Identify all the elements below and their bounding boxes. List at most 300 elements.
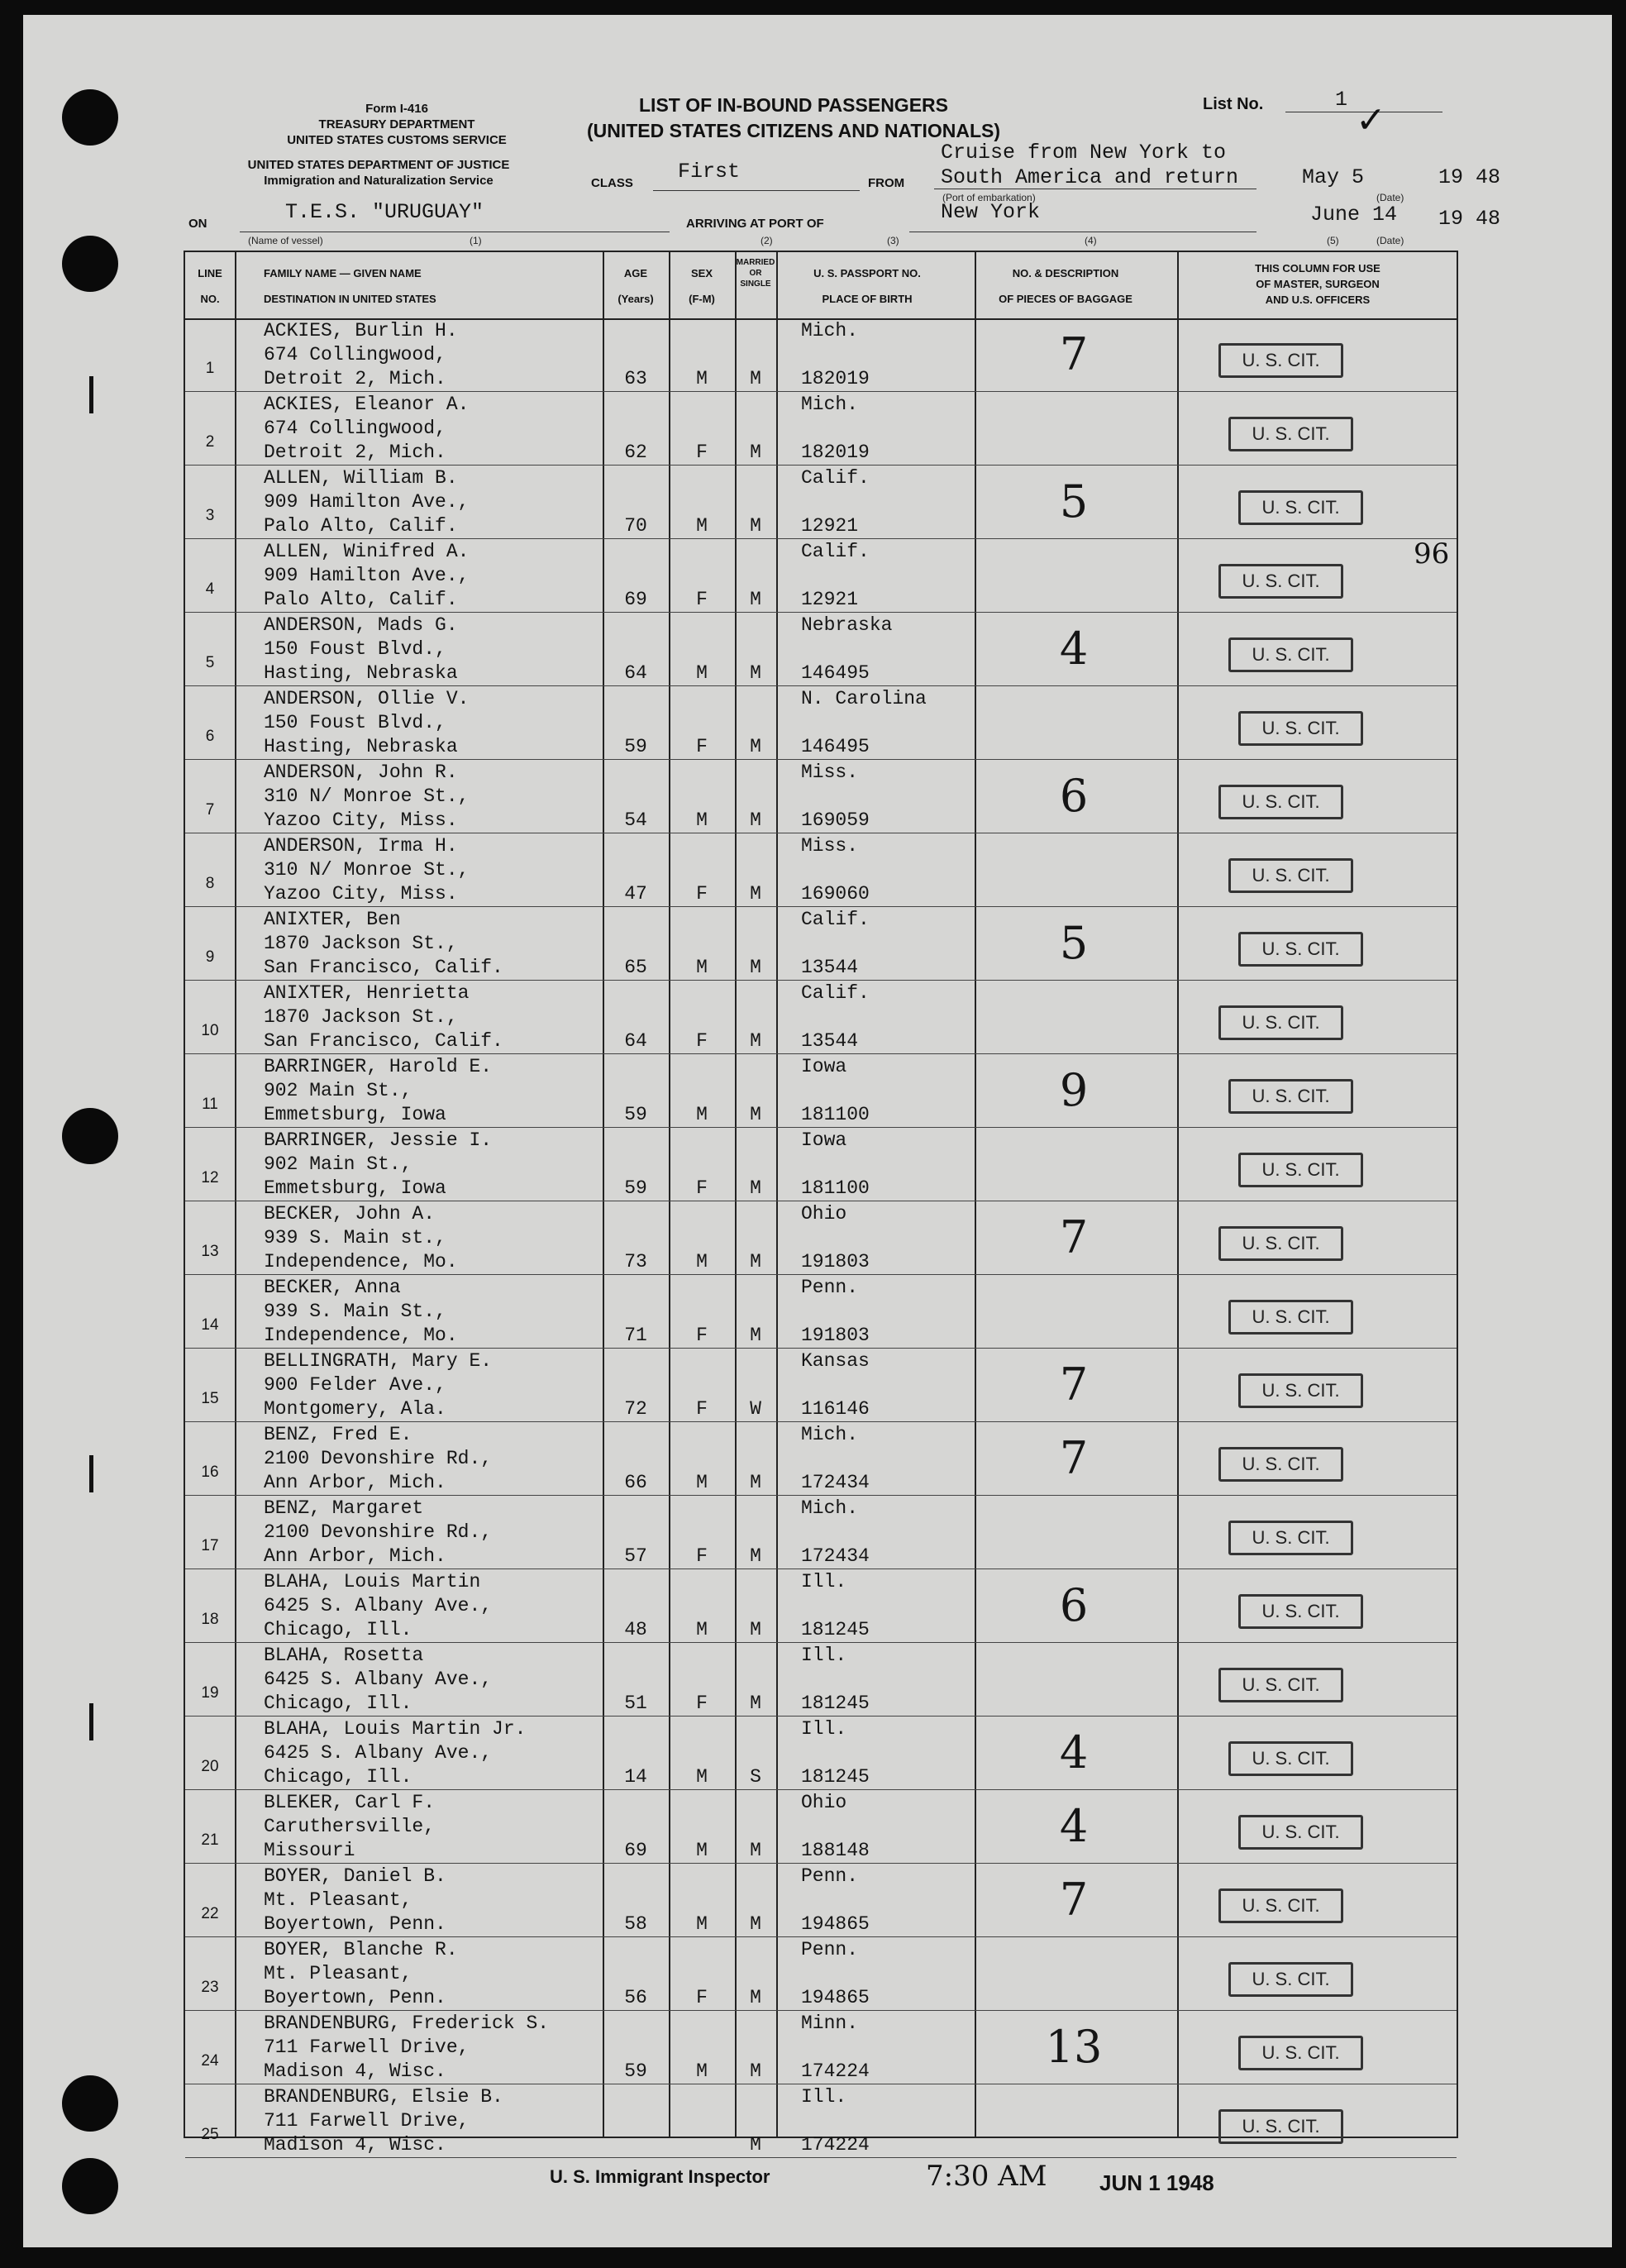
line-number: 7	[205, 801, 215, 819]
address-line-2: Missouri	[264, 1840, 355, 1861]
age-value: 72	[624, 1398, 647, 1420]
address-line-1: 1870 Jackson St.,	[264, 1006, 458, 1028]
line-number: 23	[201, 1979, 219, 1996]
age-value: 69	[624, 1840, 647, 1861]
place-of-birth: Calif.	[801, 982, 870, 1004]
check-mark: ✓	[1356, 99, 1386, 141]
address-line-1: 2100 Devonshire Rd.,	[264, 1521, 493, 1543]
marital-status: M	[750, 1104, 761, 1125]
passport-number: 188148	[801, 1840, 870, 1861]
sex-value: F	[696, 1398, 708, 1420]
place-of-birth: Calif.	[801, 467, 870, 489]
passenger-table	[184, 251, 1458, 2156]
table-row	[185, 1643, 1457, 1717]
table-row	[185, 2084, 1457, 2158]
baggage-count: 7	[1059, 1874, 1089, 1926]
address-line-1: 939 S. Main St.,	[264, 1301, 446, 1322]
passenger-name: BECKER, Anna	[264, 1277, 401, 1298]
passenger-name: BRANDENBURG, Frederick S.	[264, 2013, 550, 2034]
passport-number: 181245	[801, 1693, 870, 1714]
col-name: FAMILY NAME — GIVEN NAME DESTINATION IN UNITED STATES	[264, 267, 436, 305]
age-value: 14	[624, 1766, 647, 1788]
line-number: 6	[205, 728, 215, 745]
table-row	[185, 1128, 1457, 1201]
passport-number: 116146	[801, 1398, 870, 1420]
baggage-count: 5	[1059, 917, 1089, 969]
marital-status: M	[750, 1177, 761, 1199]
table-row	[185, 833, 1457, 907]
address-line-2: Yazoo City, Miss.	[264, 883, 458, 905]
passenger-name: BOYER, Blanche R.	[264, 1939, 458, 1960]
passenger-name: BLAHA, Louis Martin	[264, 1571, 481, 1592]
table-row	[185, 2011, 1457, 2084]
caption-2: (2)	[761, 235, 773, 246]
age-value: 62	[624, 442, 647, 463]
age-value: 70	[624, 515, 647, 537]
us-citizen-stamp: U. S. CIT.	[1238, 2036, 1363, 2070]
age-value: 69	[624, 589, 647, 610]
caption-3: (3)	[887, 235, 899, 246]
address-line-2: Emmetsburg, Iowa	[264, 1104, 446, 1125]
arriving-label: ARRIVING AT PORT OF	[686, 217, 824, 231]
address-line-2: Independence, Mo.	[264, 1325, 458, 1346]
table-row	[185, 686, 1457, 760]
place-of-birth: Mich.	[801, 1497, 859, 1519]
table-row	[185, 1717, 1457, 1790]
passport-number: 146495	[801, 736, 870, 757]
address-line-1: Mt. Pleasant,	[264, 1963, 412, 1984]
sex-value: M	[696, 1913, 708, 1935]
passport-number: 174224	[801, 2060, 870, 2082]
marital-status: M	[750, 809, 761, 831]
line-number: 8	[205, 875, 215, 892]
place-of-birth: Ill.	[801, 1571, 847, 1592]
passport-number: 13544	[801, 1030, 859, 1052]
sex-value: M	[696, 1104, 708, 1125]
place-of-birth: Ill.	[801, 1645, 847, 1666]
list-no-value: 1	[1335, 88, 1348, 112]
passenger-name: ANIXTER, Ben	[264, 909, 401, 930]
passenger-name: BELLINGRATH, Mary E.	[264, 1350, 493, 1372]
baggage-count: 7	[1059, 1211, 1089, 1263]
passenger-name: BECKER, John A.	[264, 1203, 436, 1225]
passport-number: 194865	[801, 1913, 870, 1935]
origin-line-2: South America and return	[941, 165, 1239, 189]
place-of-birth: Nebraska	[801, 614, 893, 636]
marital-status: M	[750, 957, 761, 978]
form-agency: UNITED STATES DEPARTMENT OF JUSTICE Immigration and Naturalization Service	[247, 158, 510, 188]
address-line-1: 310 N/ Monroe St.,	[264, 859, 470, 881]
passenger-name: ANDERSON, John R.	[264, 762, 458, 783]
line-number: 12	[201, 1169, 219, 1187]
place-of-birth: Penn.	[801, 1865, 859, 1887]
us-citizen-stamp: U. S. CIT.	[1238, 1594, 1363, 1629]
passport-number: 172434	[801, 1545, 870, 1567]
arrival-year: 19 48	[1438, 207, 1501, 231]
marital-status: M	[750, 442, 761, 463]
age-value: 48	[624, 1619, 647, 1640]
marital-status: M	[750, 736, 761, 757]
table-row	[185, 1422, 1457, 1496]
passport-number: 194865	[801, 1987, 870, 2008]
line-number: 5	[205, 654, 215, 671]
table-row	[185, 1201, 1457, 1275]
address-line-1: 150 Foust Blvd.,	[264, 638, 446, 660]
us-citizen-stamp: U. S. CIT.	[1238, 490, 1363, 525]
table-row	[185, 392, 1457, 466]
us-citizen-stamp: U. S. CIT.	[1218, 1668, 1343, 1702]
address-line-2: Detroit 2, Mich.	[264, 442, 446, 463]
caption-5: (5)	[1327, 235, 1339, 246]
marital-status: M	[750, 515, 761, 537]
us-citizen-stamp: U. S. CIT.	[1218, 2109, 1343, 2144]
address-line-2: Emmetsburg, Iowa	[264, 1177, 446, 1199]
sex-value: F	[696, 442, 708, 463]
margin-mark	[89, 376, 93, 413]
passenger-name: ACKIES, Burlin H.	[264, 320, 458, 341]
line-number: 18	[201, 1611, 219, 1628]
address-line-2: Yazoo City, Miss.	[264, 809, 458, 831]
arrival-port: New York	[941, 200, 1041, 224]
place-of-birth: Calif.	[801, 541, 870, 562]
col-age: AGE (Years)	[617, 267, 654, 305]
us-citizen-stamp: U. S. CIT.	[1228, 1521, 1353, 1555]
sex-value: F	[696, 589, 708, 610]
line-number: 11	[202, 1096, 218, 1113]
table-row	[185, 1864, 1457, 1937]
us-citizen-stamp: U. S. CIT.	[1238, 1815, 1363, 1850]
address-line-2: Boyertown, Penn.	[264, 1913, 446, 1935]
table-row	[185, 907, 1457, 981]
sex-value: M	[696, 515, 708, 537]
address-line-1: 909 Hamilton Ave.,	[264, 491, 470, 513]
on-label: ON	[188, 217, 207, 231]
margin-mark	[89, 1455, 93, 1492]
address-line-2: Ann Arbor, Mich.	[264, 1545, 446, 1567]
address-line-2: Ann Arbor, Mich.	[264, 1472, 446, 1493]
sex-value: M	[696, 1619, 708, 1640]
us-citizen-stamp: U. S. CIT.	[1228, 858, 1353, 893]
sex-value: M	[696, 809, 708, 831]
age-value: 63	[624, 368, 647, 389]
sex-value: F	[696, 1030, 708, 1052]
passport-number: 169060	[801, 883, 870, 905]
sex-value: M	[696, 1472, 708, 1493]
departure-year: 19 48	[1438, 165, 1501, 189]
place-of-birth: Penn.	[801, 1277, 859, 1298]
line-number: 3	[205, 507, 215, 524]
marital-status: M	[750, 1545, 761, 1567]
age-value: 73	[624, 1251, 647, 1272]
address-line-2: San Francisco, Calif.	[264, 957, 503, 978]
origin-line-1: Cruise from New York to	[941, 141, 1227, 165]
line-number: 4	[205, 580, 215, 598]
line-number: 2	[205, 433, 215, 451]
marital-status: M	[750, 1472, 761, 1493]
passenger-name: BLAHA, Rosetta	[264, 1645, 424, 1666]
passport-number: 181100	[801, 1104, 870, 1125]
margin-mark	[89, 1703, 93, 1740]
baggage-count: 5	[1059, 475, 1089, 528]
address-line-1: 711 Farwell Drive,	[264, 2110, 470, 2132]
list-no-label: List No.	[1203, 95, 1264, 113]
caption-4: (4)	[1085, 235, 1097, 246]
sex-value: M	[696, 368, 708, 389]
table-row	[185, 318, 1457, 392]
baggage-count: 7	[1059, 1432, 1089, 1484]
marital-status: M	[750, 1325, 761, 1346]
address-line-2: Palo Alto, Calif.	[264, 589, 458, 610]
table-row	[185, 981, 1457, 1054]
table-header	[185, 252, 1457, 320]
passenger-name: BOYER, Daniel B.	[264, 1865, 446, 1887]
col-line: LINE NO.	[198, 267, 222, 305]
us-citizen-stamp: U. S. CIT.	[1218, 785, 1343, 819]
vessel-name: T.E.S. "URUGUAY"	[285, 200, 484, 224]
address-line-2: Boyertown, Penn.	[264, 1987, 446, 2008]
passport-number: 12921	[801, 589, 859, 610]
address-line-1: Caruthersville,	[264, 1816, 436, 1837]
passenger-name: ANIXTER, Henrietta	[264, 982, 470, 1004]
address-line-2: Independence, Mo.	[264, 1251, 458, 1272]
address-line-2: Chicago, Ill.	[264, 1766, 412, 1788]
sex-value: F	[696, 1693, 708, 1714]
age-value: 51	[624, 1693, 647, 1714]
marital-status: M	[750, 368, 761, 389]
class-line	[653, 190, 860, 191]
marital-status: M	[750, 1251, 761, 1272]
place-of-birth: Miss.	[801, 762, 859, 783]
address-line-2: Montgomery, Ala.	[264, 1398, 446, 1420]
table-row	[185, 1790, 1457, 1864]
line-number: 19	[201, 1684, 219, 1702]
punch-hole	[62, 2158, 118, 2214]
place-of-birth: Ohio	[801, 1203, 847, 1225]
from-label: FROM	[868, 176, 905, 190]
table-row	[185, 613, 1457, 686]
passenger-name: BARRINGER, Jessie I.	[264, 1129, 493, 1151]
sex-value: M	[696, 1766, 708, 1788]
us-citizen-stamp: U. S. CIT.	[1218, 1226, 1343, 1261]
baggage-count: 4	[1059, 623, 1089, 675]
address-line-2: Detroit 2, Mich.	[264, 368, 446, 389]
passport-number: 181100	[801, 1177, 870, 1199]
us-citizen-stamp: U. S. CIT.	[1228, 417, 1353, 451]
line-number: 14	[201, 1316, 219, 1334]
address-line-2: Chicago, Ill.	[264, 1693, 412, 1714]
passport-number: 172434	[801, 1472, 870, 1493]
departure-date: May 5	[1302, 165, 1365, 189]
form-issuer: Form I-416 TREASURY DEPARTMENT UNITED STATES CUSTOMS SERVICE	[287, 102, 507, 147]
arrival-date-label: (Date)	[1376, 235, 1404, 246]
address-line-2: Madison 4, Wisc.	[264, 2134, 446, 2156]
place-of-birth: Mich.	[801, 1424, 859, 1445]
vessel-caption: (Name of vessel)	[248, 235, 323, 246]
sex-value: M	[696, 957, 708, 978]
us-citizen-stamp: U. S. CIT.	[1218, 343, 1343, 378]
line-number: 15	[201, 1390, 219, 1407]
address-line-1: 902 Main St.,	[264, 1153, 412, 1175]
col-married: MARRIED OR SINGLE	[736, 258, 775, 289]
age-value: 58	[624, 1913, 647, 1935]
line-number: 1	[205, 360, 215, 377]
place-of-birth: Kansas	[801, 1350, 870, 1372]
age-value: 65	[624, 957, 647, 978]
us-citizen-stamp: U. S. CIT.	[1218, 1888, 1343, 1923]
marital-status: M	[750, 1030, 761, 1052]
sex-value: M	[696, 1251, 708, 1272]
class-value: First	[678, 160, 741, 184]
age-value: 47	[624, 883, 647, 905]
passenger-name: ACKIES, Eleanor A.	[264, 394, 470, 415]
baggage-count: 6	[1059, 1579, 1089, 1631]
address-line-2: Chicago, Ill.	[264, 1619, 412, 1640]
address-line-1: Mt. Pleasant,	[264, 1889, 412, 1911]
form-title: LIST OF IN-BOUND PASSENGERS (UNITED STATES CITIZENS AND NATIONALS)	[586, 94, 1000, 141]
col-sex: SEX (F-M)	[689, 267, 715, 305]
us-citizen-stamp: U. S. CIT.	[1238, 932, 1363, 967]
sex-value: M	[696, 1840, 708, 1861]
place-of-birth: Iowa	[801, 1129, 847, 1151]
date-stamp: JUN 1 1948	[1099, 2170, 1214, 2195]
us-citizen-stamp: U. S. CIT.	[1228, 637, 1353, 672]
marital-status: M	[750, 1987, 761, 2008]
baggage-count: 4	[1059, 1726, 1089, 1779]
table-row	[185, 466, 1457, 539]
arrival-time: 7:30 AM	[926, 2160, 1047, 2193]
us-citizen-stamp: U. S. CIT.	[1218, 564, 1343, 599]
place-of-birth: Minn.	[801, 2013, 859, 2034]
col-officers: THIS COLUMN FOR USE OF MASTER, SURGEON AND U.S. OFFICERS	[1255, 262, 1380, 306]
table-row	[185, 1275, 1457, 1349]
marital-status: M	[750, 1840, 761, 1861]
sex-value: M	[696, 2060, 708, 2082]
passenger-name: BLAHA, Louis Martin Jr.	[264, 1718, 527, 1740]
baggage-count: 4	[1059, 1800, 1089, 1852]
sex-value: F	[696, 1325, 708, 1346]
address-line-2: Palo Alto, Calif.	[264, 515, 458, 537]
line-number: 21	[201, 1831, 219, 1849]
place-of-birth: Ohio	[801, 1792, 847, 1813]
marital-status: M	[750, 883, 761, 905]
marital-status: M	[750, 1913, 761, 1935]
table-row	[185, 539, 1457, 613]
place-of-birth: N. Carolina	[801, 688, 927, 709]
place-of-birth: Calif.	[801, 909, 870, 930]
age-value: 71	[624, 1325, 647, 1346]
passenger-name: ANDERSON, Ollie V.	[264, 688, 470, 709]
punch-hole	[62, 236, 118, 292]
table-row	[185, 1496, 1457, 1569]
address-line-1: 6425 S. Albany Ave.,	[264, 1595, 493, 1616]
passenger-name: BRANDENBURG, Elsie B.	[264, 2086, 503, 2108]
marital-status: W	[750, 1398, 761, 1420]
punch-hole	[62, 89, 118, 146]
address-line-1: 150 Foust Blvd.,	[264, 712, 446, 733]
passenger-name: BENZ, Fred E.	[264, 1424, 412, 1445]
baggage-count: 7	[1059, 1358, 1089, 1411]
passenger-name: BARRINGER, Harold E.	[264, 1056, 493, 1077]
sex-value: M	[696, 662, 708, 684]
sex-value: F	[696, 1987, 708, 2008]
age-value: 64	[624, 662, 647, 684]
age-value: 56	[624, 1987, 647, 2008]
address-line-1: 1870 Jackson St.,	[264, 933, 458, 954]
address-line-2: Madison 4, Wisc.	[264, 2060, 446, 2082]
punch-hole	[62, 1108, 118, 1164]
table-row	[185, 1349, 1457, 1422]
baggage-count: 7	[1059, 328, 1089, 380]
passport-number: 169059	[801, 809, 870, 831]
sex-value: F	[696, 883, 708, 905]
passport-number: 12921	[801, 515, 859, 537]
place-of-birth: Mich.	[801, 320, 859, 341]
address-line-1: 711 Farwell Drive,	[264, 2036, 470, 2058]
age-value: 59	[624, 1177, 647, 1199]
sex-value: F	[696, 736, 708, 757]
place-of-birth: Miss.	[801, 835, 859, 857]
address-line-1: 674 Collingwood,	[264, 344, 446, 365]
port-label: (Port of embarkation)	[942, 192, 1036, 203]
address-line-1: 2100 Devonshire Rd.,	[264, 1448, 493, 1469]
us-citizen-stamp: U. S. CIT.	[1238, 1153, 1363, 1187]
address-line-1: 6425 S. Albany Ave.,	[264, 1669, 493, 1690]
punch-hole	[62, 2075, 118, 2132]
table-row	[185, 1937, 1457, 2011]
marital-status: M	[750, 589, 761, 610]
place-of-birth: Ill.	[801, 2086, 847, 2108]
address-line-1: 6425 S. Albany Ave.,	[264, 1742, 493, 1764]
passport-number: 181245	[801, 1619, 870, 1640]
place-of-birth: Mich.	[801, 394, 859, 415]
line-number: 20	[201, 1758, 219, 1775]
age-value: 66	[624, 1472, 647, 1493]
place-of-birth: Iowa	[801, 1056, 847, 1077]
page-annotation: 96	[1414, 537, 1450, 571]
line-number: 10	[201, 1022, 219, 1039]
passport-number: 182019	[801, 442, 870, 463]
us-citizen-stamp: U. S. CIT.	[1218, 1005, 1343, 1040]
age-value: 54	[624, 809, 647, 831]
arrival-date: June 14	[1310, 203, 1398, 227]
table-row	[185, 1054, 1457, 1128]
address-line-2: Hasting, Nebraska	[264, 662, 458, 684]
line-number: 17	[201, 1537, 219, 1554]
class-label: CLASS	[591, 176, 633, 190]
marital-status: M	[750, 2060, 761, 2082]
col-passport: U. S. PASSPORT NO. PLACE OF BIRTH	[813, 267, 921, 305]
address-line-2: Hasting, Nebraska	[264, 736, 458, 757]
age-value: 57	[624, 1545, 647, 1567]
baggage-count: 9	[1059, 1064, 1089, 1116]
baggage-count: 13	[1045, 2021, 1103, 2073]
age-value: 64	[624, 1030, 647, 1052]
passport-number: 174224	[801, 2134, 870, 2156]
us-citizen-stamp: U. S. CIT.	[1218, 1447, 1343, 1482]
line-number: 22	[201, 1905, 219, 1922]
inspector-label: U. S. Immigrant Inspector	[550, 2166, 770, 2187]
passenger-name: BLEKER, Carl F.	[264, 1792, 436, 1813]
passport-number: 13544	[801, 957, 859, 978]
marital-status: M	[750, 1619, 761, 1640]
address-line-1: 909 Hamilton Ave.,	[264, 565, 470, 586]
line-number: 16	[201, 1463, 219, 1481]
sex-value: F	[696, 1177, 708, 1199]
place-of-birth: Ill.	[801, 1718, 847, 1740]
us-citizen-stamp: U. S. CIT.	[1238, 711, 1363, 746]
table-row	[185, 1569, 1457, 1643]
line-number: 9	[205, 948, 215, 966]
